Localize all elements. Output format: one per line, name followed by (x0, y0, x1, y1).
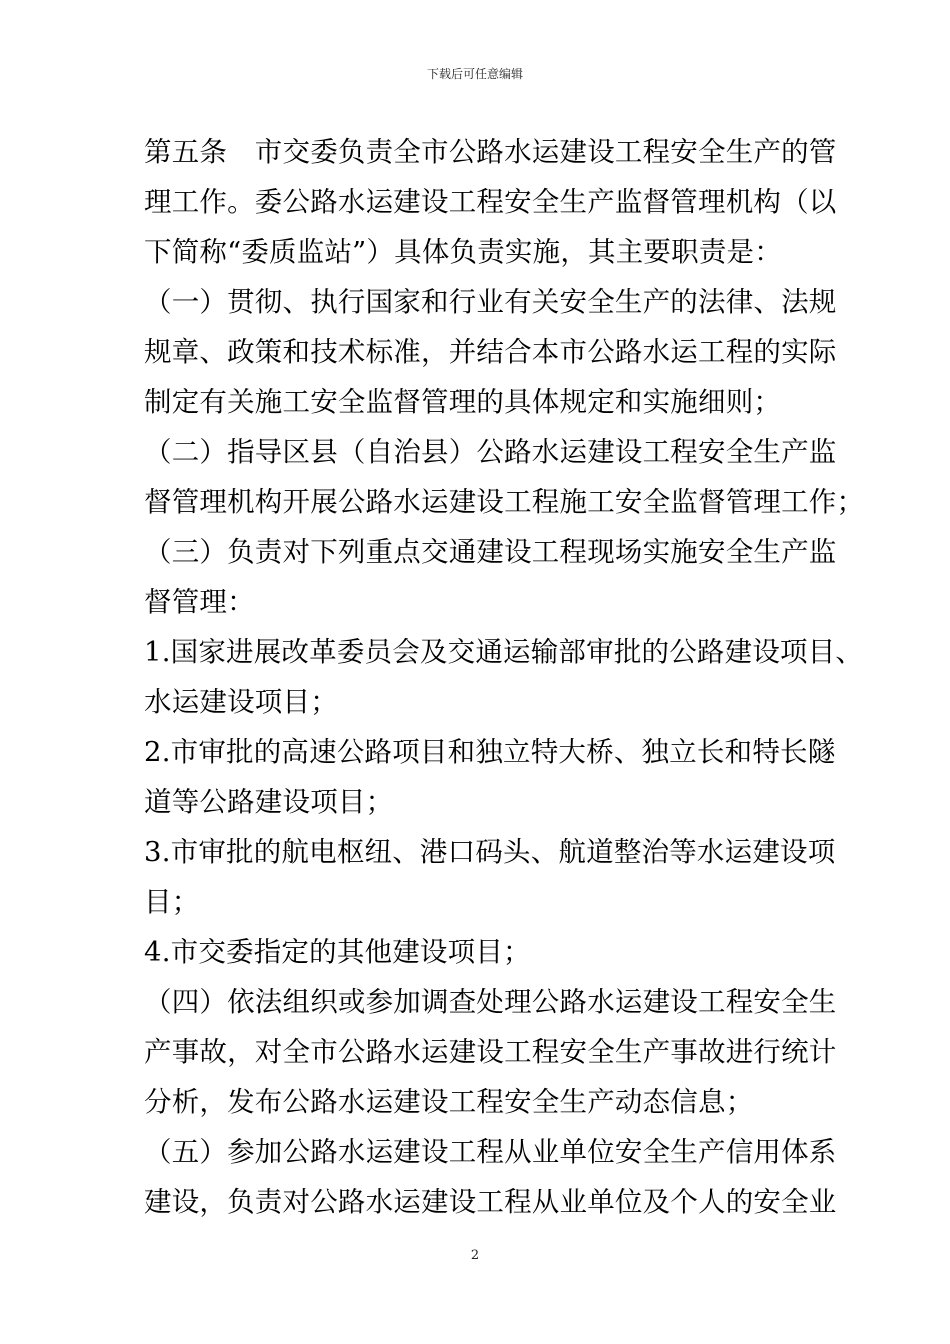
text-line: 规章、政策和技术标准，并结合本市公路水运工程的实际 (144, 336, 837, 368)
text-line: 建设，负责对公路水运建设工程从业单位及个人的安全业 (144, 1186, 837, 1218)
text-line: 下简称“委质监站”）具体负责实施，其主要职责是： (144, 236, 782, 268)
text-line: 目； (144, 886, 200, 918)
text-line: 理工作。委公路水运建设工程安全生产监督管理机构（以 (144, 186, 837, 218)
text-line: （三）负责对下列重点交通建设工程现场实施安全生产监 (144, 536, 837, 568)
page-footer (0, 1247, 950, 1265)
text-line: 制定有关施工安全监督管理的具体规定和实施细则； (144, 386, 782, 418)
text-line: 督管理机构开展公路水运建设工程施工安全监督管理工作； (144, 486, 865, 518)
text-line: 1.国家进展改革委员会及交通运输部审批的公路建设项目、 (144, 636, 864, 668)
page-number: 2 (470, 1248, 480, 1263)
text-line: 水运建设项目； (144, 686, 338, 718)
text-line: （五）参加公路水运建设工程从业单位安全生产信用体系 (144, 1136, 837, 1168)
text-line: 分析，发布公路水运建设工程安全生产动态信息； (144, 1086, 754, 1118)
text-line: 产事故，对全市公路水运建设工程安全生产事故进行统计 (144, 1036, 837, 1068)
text-line: 4.市交委指定的其他建设项目； (144, 936, 531, 968)
text-line: （一）贯彻、执行国家和行业有关安全生产的法律、法规 (144, 286, 837, 318)
text-line: （四）依法组织或参加调查处理公路水运建设工程安全生 (144, 986, 837, 1018)
page-header (0, 66, 950, 82)
text-line: （二）指导区县（自治县）公路水运建设工程安全生产监 (144, 436, 837, 468)
text-line: 道等公路建设项目； (144, 786, 394, 818)
text-line: 2.市审批的高速公路项目和独立特大桥、独立长和特长隧 (144, 736, 836, 768)
text-line: 3.市审批的航电枢纽、港口码头、航道整治等水运建设项 (144, 836, 836, 868)
text-line: 督管理： (144, 586, 255, 618)
text-line: 第五条 市交委负责全市公路水运建设工程安全生产的管 (144, 136, 837, 168)
document-body (144, 127, 865, 1227)
header-text: 下载后可任意编辑 (426, 67, 523, 81)
